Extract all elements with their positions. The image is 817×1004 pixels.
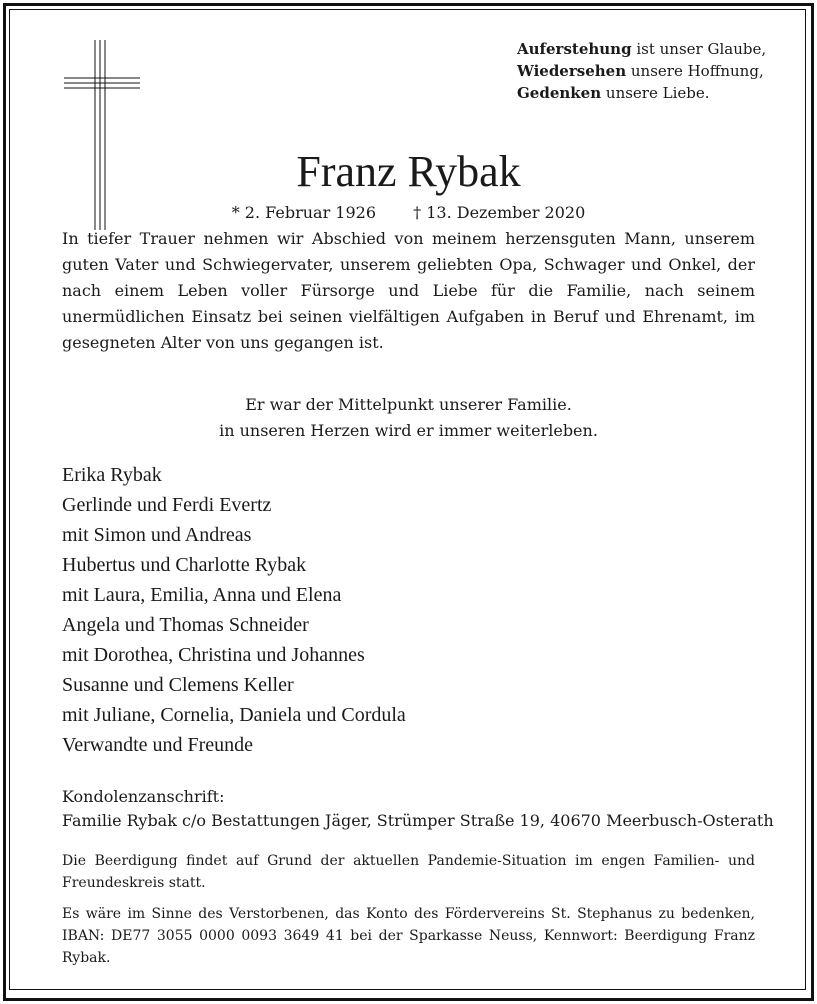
quote-line1: Er war der Mittelpunkt unserer Familie.	[245, 395, 572, 414]
motto-line1-rest: ist unser Glaube,	[631, 40, 767, 58]
motto-line3-rest: unsere Liebe.	[601, 84, 710, 102]
intro-text: In tiefer Trauer nehmen wir Abschied von meinem herzensguten Mann, unserem guten Vater und Schwiegervater, unserem geliebten Opa, Schwager und Onkel, der nach einem Leben voller Fürsorge und Liebe für die Familie, nach seinem unermüdlichen Einsatz bei seinen vielfältigen Aufgaben in Beruf und Ehrenamt, im gesegneten Alter von uns gegangen ist.	[62, 229, 755, 352]
motto-line3-bold: Gedenken	[517, 84, 602, 102]
deceased-name: Franz Rybak	[296, 147, 521, 196]
family-line: Gerlinde und Ferdi Evertz	[62, 494, 272, 516]
condolence-label: Kondolenzanschrift:	[62, 787, 225, 806]
family-line: Erika Rybak	[62, 464, 162, 486]
death-date: † 13. Dezember 2020	[413, 203, 586, 222]
family-line: Susanne und Clemens Keller	[62, 674, 294, 696]
family-line: mit Simon und Andreas	[62, 524, 252, 546]
funeral-notice: Die Beerdigung findet auf Grund der aktuellen Pandemie-Situation im engen Familien- und Freundeskreis statt.	[62, 853, 755, 891]
motto	[517, 38, 777, 104]
family-line: mit Juliane, Cornelia, Daniela und Cordula	[62, 704, 406, 726]
donation-notice: Es wäre im Sinne des Verstorbenen, das Konto des Fördervereins St. Stephanus zu bedenken, IBAN: DE77 3055 0000 0093 3649 41 bei der Sparkasse Neuss, Kennwort: Beerdigung Franz Rybak.	[62, 906, 755, 966]
quote-line2: in unseren Herzen wird er immer weiterleben.	[219, 421, 598, 440]
quote	[0, 392, 817, 444]
family-line: mit Laura, Emilia, Anna und Elena	[62, 584, 342, 606]
motto-line1-bold: Auferstehung	[517, 40, 632, 58]
family-line: Hubertus und Charlotte Rybak	[62, 554, 307, 576]
family-line: mit Dorothea, Christina und Johannes	[62, 644, 365, 666]
family-line: Verwandte und Freunde	[62, 734, 254, 756]
life-dates	[0, 202, 817, 224]
motto-line2-bold: Wiedersehen	[517, 62, 627, 80]
family-line: Angela und Thomas Schneider	[62, 614, 309, 636]
family-list	[62, 460, 406, 760]
motto-line2-rest: unsere Hoffnung,	[626, 62, 764, 80]
condolence-address: Familie Rybak c/o Bestattungen Jäger, Strümper Straße 19, 40670 Meerbusch-Osterath	[62, 811, 774, 830]
condolence-block	[62, 785, 774, 833]
birth-date: * 2. Februar 1926	[231, 203, 377, 222]
